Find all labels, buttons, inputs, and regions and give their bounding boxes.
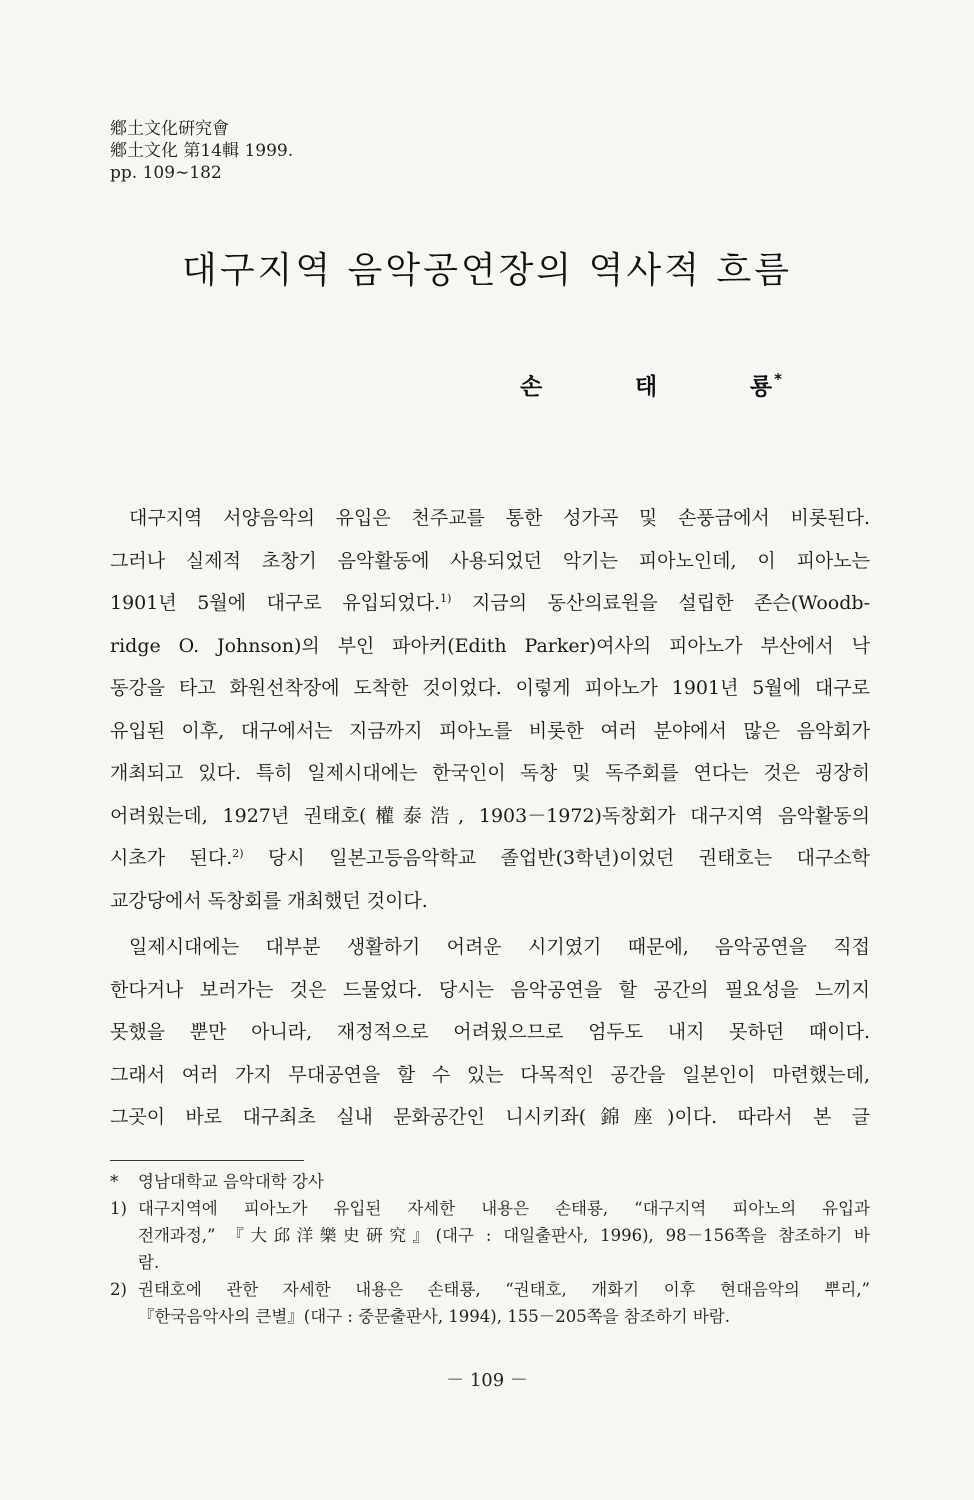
body-line: 개최되고 있다. 특히 일제시대에는 한국인이 독창 및 독주회를 연다는 것은 굉장히	[110, 762, 870, 784]
footnote-item	[110, 1276, 870, 1330]
footnote-line: 람.	[138, 1253, 160, 1272]
body-line: 한다거나 보러가는 것은 드물었다. 당시는 음악공연을 할 공간의 필요성을 느끼지	[110, 978, 870, 1001]
body-text	[110, 497, 870, 1139]
footnote-mark: 1)	[110, 1199, 127, 1218]
footnote-item	[110, 1195, 870, 1276]
author-name	[520, 368, 782, 401]
body-line: 일제시대에는 대부분 생활하기 어려운 시기였기 때문에, 음악공연을 직접	[129, 936, 870, 958]
footnotes	[110, 1168, 870, 1330]
header-pages: pp. 109∼182	[110, 163, 222, 183]
body-line: 대구지역 서양음악의 유입은 천주교를 통한 성가곡 및 손풍금에서 비롯된다.	[129, 507, 870, 529]
author-footnote-mark: *	[774, 370, 782, 388]
body-line: 유입된 이후, 대구에서는 지금까지 피아노를 비롯한 여러 분야에서 많은 음악회가	[110, 719, 870, 742]
paper-title: 대구지역 음악공연장의 역사적 흐름	[182, 250, 792, 292]
footnote-mark: *	[110, 1172, 119, 1191]
journal-header	[110, 118, 293, 184]
body-line: 1901년 5월에 대구로 유입되었다.$^{1)}$ 지금의 동산의료원을 설립한 존슨(Woodb-	[110, 592, 870, 614]
footnote-mark: 2)	[110, 1280, 127, 1299]
footnote-divider	[110, 1160, 304, 1161]
footnote-line: 『한국음악사의 큰별』(대구 : 중문출판사, 1994), 155－205쪽을 참조하기 바람.	[138, 1307, 730, 1326]
page-number: － 109 －	[446, 1370, 528, 1391]
footnote-line: 영남대학교 음악대학 강사	[138, 1172, 324, 1191]
footnote-line: 권태호에 관한 자세한 내용은 손태룡, “권태호, 개화기 이후 현대음악의 뿌리,”	[138, 1280, 870, 1299]
header-volume: 鄕土文化 第14輯 1999.	[110, 141, 294, 161]
body-line: 그곳이 바로 대구최초 실내 문화공간인 니시키좌(錦座)이다. 따라서 본 글	[110, 1106, 870, 1128]
author-char: 손	[520, 374, 543, 400]
footnote-item	[110, 1168, 870, 1195]
body-line: 못했을 뿐만 아니라, 재정적으로 어려웠으므로 엄두도 내지 못하던 때이다.	[110, 1021, 870, 1043]
body-line: 그래서 여러 가지 무대공연을 할 수 있는 다목적인 공간을 일본인이 마련했는데,	[110, 1063, 870, 1086]
footnote-line: 전개과정,” 『大邱洋樂史硏究』(대구 : 대일출판사, 1996), 98－156쪽을 참조하기 바	[138, 1226, 870, 1245]
author-char: 태	[634, 374, 658, 400]
body-line: 동강을 타고 화원선착장에 도착한 것이었다. 이렇게 피아노가 1901년 5월에 대구로	[110, 677, 870, 699]
body-line: ridge O. Johnson)의 부인 파아커(Edith Parker)여사의 피아노가 부산에서 낙	[110, 634, 870, 657]
body-line: 시초가 된다.$^{2)}$ 당시 일본고등음악학교 졸업반(3학년)이었던 권태호는 대구소학	[110, 847, 870, 869]
author-char: 룡 *	[749, 370, 782, 400]
body-line: 그러나 실제적 초창기 음악활동에 사용되었던 악기는 피아노인데, 이 피아노는	[110, 549, 870, 572]
footnote-ref: 1)	[440, 592, 452, 605]
footnote-line: 대구지역에 피아노가 유입된 자세한 내용은 손태룡, “대구지역 피아노의 유입과	[138, 1199, 870, 1218]
body-line: 교강당에서 독창회를 개최했던 것이다.	[110, 889, 428, 912]
header-publisher: 鄕土文化硏究會	[110, 119, 229, 139]
body-line: 어려웠는데, 1927년 권태호(權泰浩, 1903－1972)독창회가 대구지역 음악활동의	[110, 804, 870, 827]
footnote-ref: 2)	[232, 847, 244, 860]
